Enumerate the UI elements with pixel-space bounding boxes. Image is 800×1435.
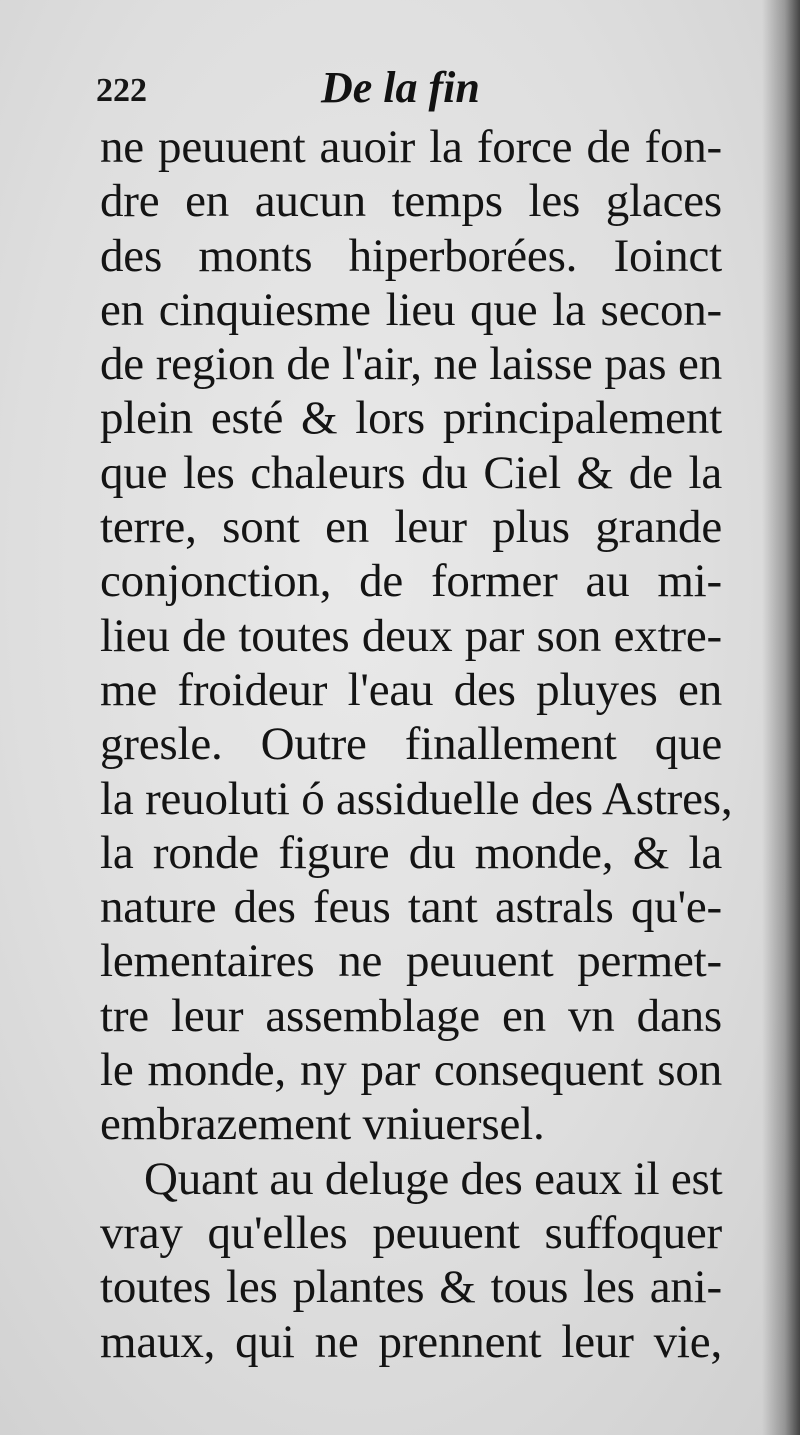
text-line: me froideur l'eau des pluyes en bbox=[100, 663, 722, 716]
text-line: lieu de toutes deux par son extre- bbox=[100, 609, 722, 662]
text-line: embrazement vniuersel. bbox=[100, 1098, 545, 1151]
text-line: que les chaleurs du Ciel & de la bbox=[100, 446, 722, 499]
spine-shadow bbox=[762, 0, 800, 1435]
text-line: dre en aucun temps les glaces bbox=[100, 175, 722, 228]
text-line: maux, qui ne prennent leur vie, bbox=[100, 1315, 722, 1368]
text-line: terre, sont en leur plus grande bbox=[100, 501, 722, 554]
text-line: lementaires ne peuuent permet- bbox=[100, 935, 722, 988]
text-line: vray qu'elles peuuent suffoquer bbox=[100, 1206, 722, 1259]
page-header bbox=[96, 60, 736, 120]
text-line: toutes les plantes & tous les ani- bbox=[100, 1261, 722, 1314]
text-line: gresle. Outre finallement que bbox=[100, 718, 722, 771]
text-line: nature des feus tant astrals qu'e- bbox=[100, 881, 722, 934]
text-line: tre leur assemblage en vn dans bbox=[100, 989, 722, 1042]
text-line: plein esté & lors principalement bbox=[100, 392, 722, 445]
text-line: Quant au deluge des eaux il est bbox=[144, 1152, 723, 1205]
text-line: ne peuuent auoir la force de fon- bbox=[100, 121, 722, 173]
running-head: De la fin bbox=[321, 63, 480, 112]
page-number: 222 bbox=[96, 72, 147, 109]
body-text bbox=[100, 120, 733, 1369]
text-line: la reuoluti ó assiduelle des Astres, bbox=[100, 772, 733, 825]
text-line: en cinquiesme lieu que la secon- bbox=[100, 283, 722, 336]
text-line: des monts hiperborées. Ioinct bbox=[100, 229, 722, 282]
text-line: de region de l'air, ne laisse pas en bbox=[100, 338, 722, 391]
text-line: la ronde figure du monde, & la bbox=[100, 826, 722, 879]
text-line: le monde, ny par consequent son bbox=[100, 1044, 722, 1097]
text-line: conjonction, de former au mi- bbox=[100, 555, 722, 608]
